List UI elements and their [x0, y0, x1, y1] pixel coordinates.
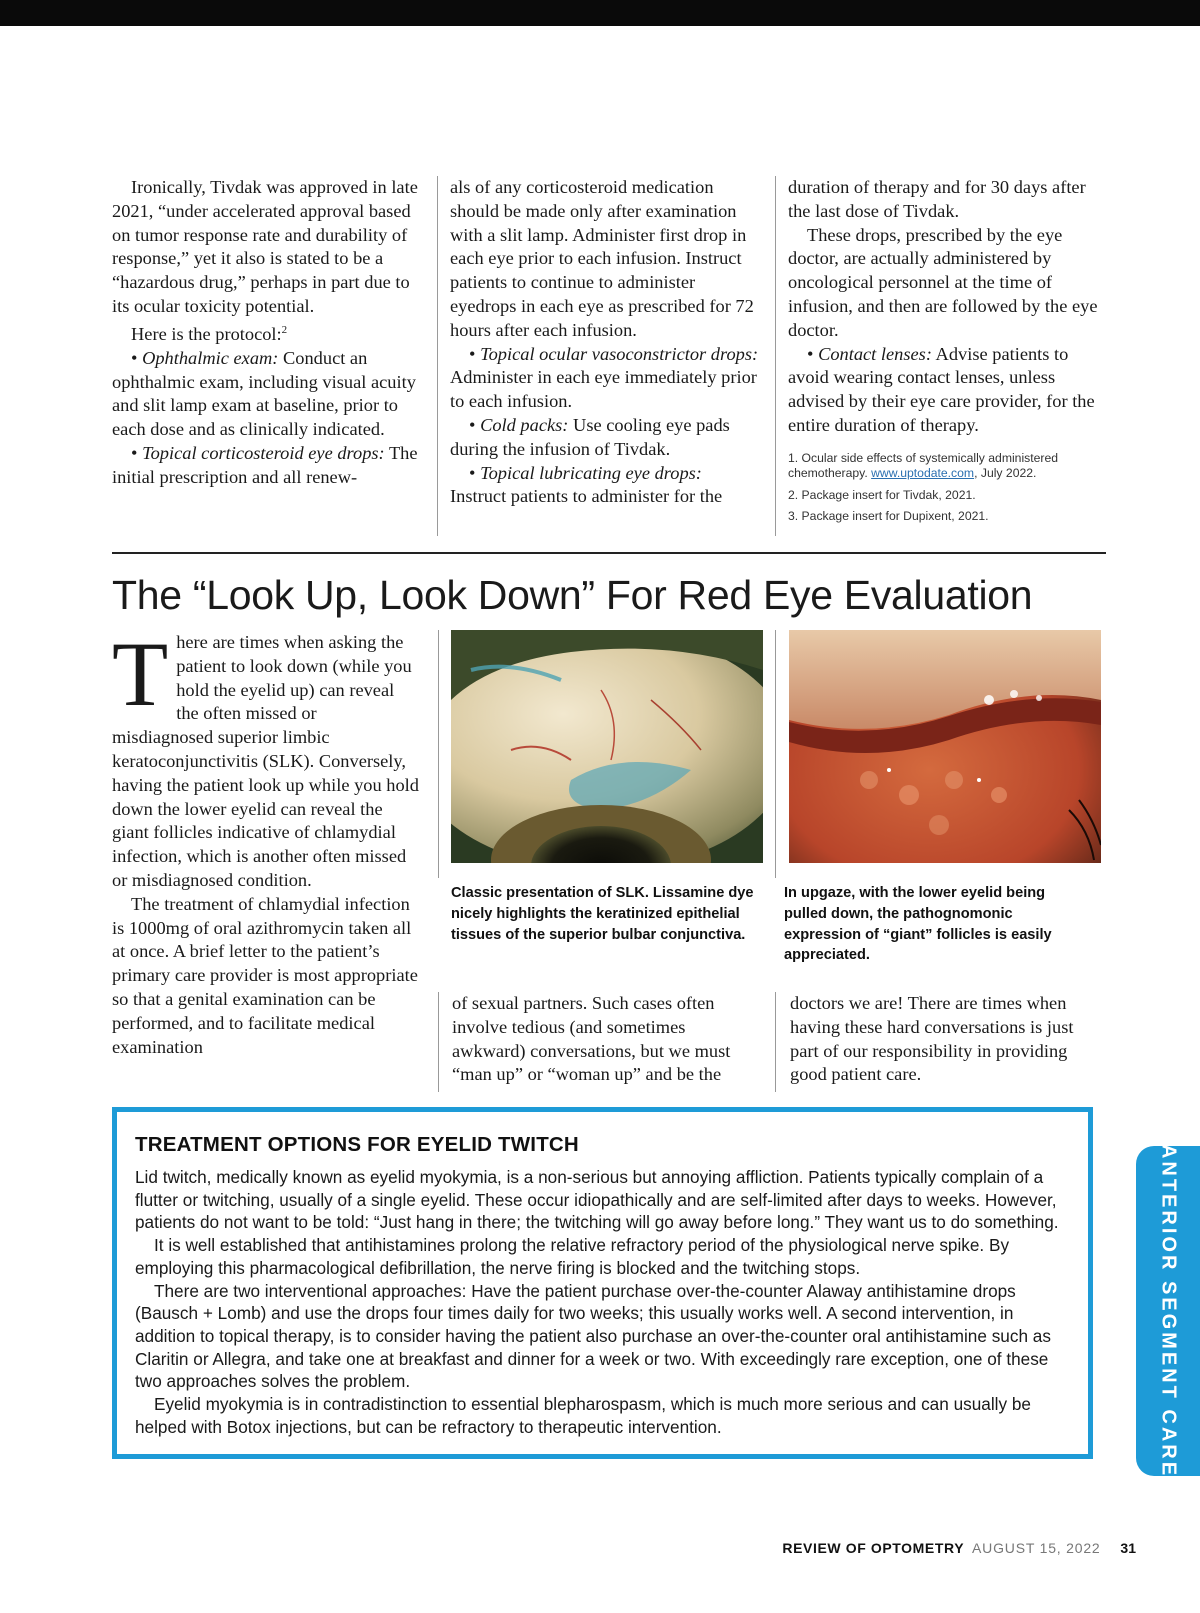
article-headline: The “Look Up, Look Down” For Red Eye Evaluation [112, 572, 1033, 618]
follicles-eyelid-image [789, 630, 1101, 863]
article-column-2 [438, 992, 763, 1092]
paragraph: There are times when asking the patient to look down (while you hold the eyelid up) can reveal the often missed or misdiagnosed superior limbic keratoconjunctivitis (SLK). Conversely, having the patient look up while you hold down the lower eyelid can reveal the giant follicles indicative of chlamydial infection, which is another often missed or misdiagnosed condition. [112, 623, 419, 890]
page-number: 31 [1120, 1540, 1136, 1556]
top-black-bar [0, 0, 1200, 26]
paragraph: of sexual partners. Such cases often involve tedious (and sometimes awkward) conversations, but we must “man up” or “woman up” and be the [452, 993, 731, 1085]
section-rule [112, 552, 1106, 554]
bullet-item: • Ophthalmic exam: Conduct an ophthalmic exam, including visual acuity and slit lamp exam at baseline, prior to each dose and as clinically indicated. [112, 347, 416, 440]
column-divider [775, 176, 776, 536]
references [788, 451, 1106, 525]
reference-item: 3. Package insert for Dupixent, 2021. [788, 509, 989, 524]
page-footer [782, 1540, 1136, 1556]
paragraph: duration of therapy and for 30 days after the last dose of Tivdak. [788, 177, 1086, 221]
bullet-item: • Topical ocular vasoconstrictor drops: Administer in each eye immediately prior to each infusion. [450, 343, 759, 412]
slk-eye-photo [438, 630, 776, 878]
paragraph: These drops, prescribed by the eye doctor, are actually administered by oncological personnel at the time of infusion, and then are followed by the eye doctor. [788, 224, 1098, 340]
column-divider [437, 176, 438, 536]
paragraph: doctors we are! There are times when having these hard conversations is just part of our responsibility in providing good patient care. [790, 993, 1074, 1085]
paragraph: Ironically, Tivdak was approved in late 2021, “under accelerated approval based on tumor response rate and durability of response,” yet it also is stated to be a “hazardous drug,” perhaps in part due to its ocular toxicity potential. [112, 177, 418, 316]
bullet-item: • Cold packs: Use cooling eye pads during the infusion of Tivdak. [450, 414, 730, 459]
paragraph: There are two interventional approaches: Have the patient purchase over-the-counter Alaway antihistamine drops (Bausch + Lomb) and use the drops four times daily for two weeks; this usually works well. A second intervention, in addition to topical therapy, is to consider having the patient also purchase an over-the-counter oral antihistamine such as Claritin or Allegra, and take one at breakfast and dinner for a week or two. With exceedingly rare exception, one of these two approaches solves the problem. [135, 1280, 1051, 1392]
section-side-tab [1136, 1143, 1200, 1479]
top-column-2 [450, 176, 762, 509]
paragraph: Here is the protocol:$^2$ [131, 323, 288, 344]
magazine-name: REVIEW OF OPTOMETRY [782, 1540, 965, 1556]
issue-date: AUGUST 15, 2022 [972, 1540, 1101, 1556]
photo-caption-slk: Classic presentation of SLK. Lissamine dye nicely highlights the keratinized epithelial tissues of the superior bulbar conjunctiva. [451, 885, 754, 943]
top-column-1 [112, 176, 425, 489]
drop-cap: T [112, 623, 169, 725]
bullet-item: • Topical lubricating eye drops: Instruct patients to administer for the [450, 462, 723, 507]
reference-item: 2. Package insert for Tivdak, 2021. [788, 487, 976, 502]
eyelid-twitch-sidebar [112, 1107, 1093, 1459]
paragraph: It is well established that antihistamines prolong the relative refractory period of the physiological nerve spike. By employing this pharmacological defibrillation, the nerve firing is blocked and the twitching stops. [135, 1235, 1010, 1278]
reference-item: 1. Ocular side effects of systemically administered chemotherapy. www.uptodate.com, July 2022. [788, 450, 1059, 481]
follicles-eyelid-photo [775, 630, 1120, 878]
paragraph: als of any corticosteroid medication should be made only after examination with a slit lamp. Administer first drop in each eye prior to each infusion. Instruct patients to continue to administer eyedrops in each eye as prescribed for 72 hours after each infusion. [450, 177, 754, 340]
article-column-3 [775, 992, 1106, 1092]
section-tab-label: ANTERIOR SEGMENT CARE [1157, 1143, 1180, 1479]
bullet-item: • Contact lenses: Advise patients to avoid wearing contact lenses, unless advised by their eye care provider, for the entire duration of therapy. [788, 343, 1095, 435]
paragraph: The treatment of chlamydial infection is 1000mg of oral azithromycin taken all at once. A brief letter to the patient’s primary care provider is most appropriate so that a genital examination can be performed, and to facilitate medical examination [112, 893, 418, 1057]
reference-link[interactable]: www.uptodate.com [871, 466, 975, 481]
bullet-item: • Topical corticosteroid eye drops: The initial prescription and all renew- [112, 442, 418, 487]
paragraph: Lid twitch, medically known as eyelid myokymia, is a non-serious but annoying affliction. Patients typically complain of a flutter or twitching, usually of a single eyelid. These occur idiopathically and are self-limited after days to weeks. However, patients do not want to be told: “Just hang in there; the twitching will go away before long.” They want us to do something. [135, 1167, 1059, 1233]
slk-eye-image [451, 630, 763, 863]
paragraph: Eyelid myokymia is in contradistinction to essential blepharospasm, which is much more serious and can usually be helped with Botox injections, but can be refractory to therapeutic intervention. [135, 1394, 1031, 1437]
photo-caption-follicles: In upgaze, with the lower eyelid being pulled down, the pathognomonic expression of “giant” follicles is easily appreciated. [784, 885, 1052, 964]
sidebar-title: TREATMENT OPTIONS FOR EYELID TWITCH [135, 1133, 579, 1156]
top-column-3 [788, 176, 1106, 531]
article-column-1 [112, 623, 420, 1059]
